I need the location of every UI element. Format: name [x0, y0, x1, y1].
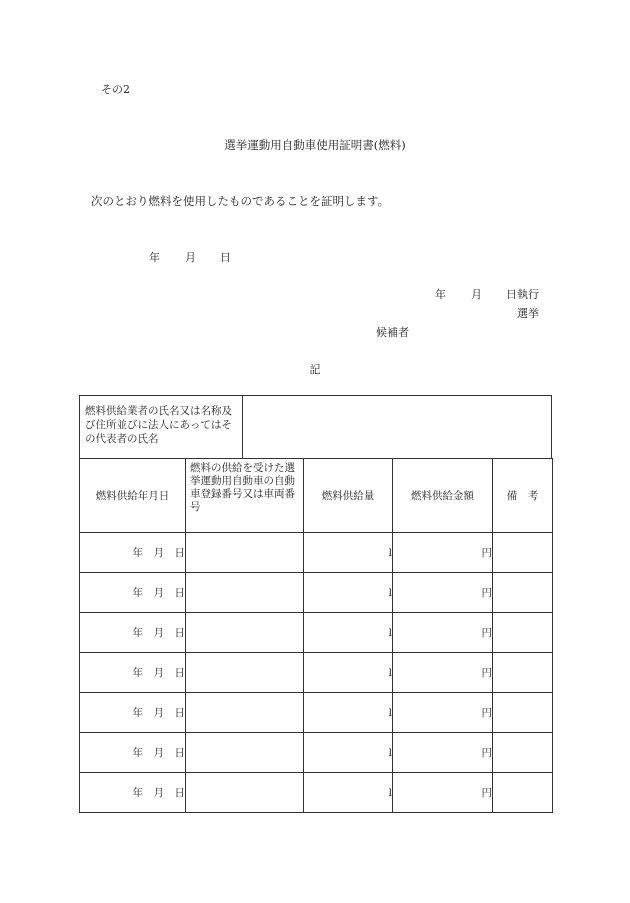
amount-cell[interactable]: 円 [393, 693, 493, 733]
table-row [80, 693, 553, 733]
supply-date-cell[interactable]: 年 月 日 [80, 693, 186, 733]
table-row [80, 613, 553, 653]
table-row [80, 533, 553, 573]
certification-statement: 次のとおり燃料を使用したものであることを証明します。 [91, 194, 390, 208]
column-header: 燃料供給年月日 [80, 459, 186, 533]
remarks-cell[interactable] [493, 533, 553, 573]
vehicle-number-cell[interactable] [186, 733, 304, 773]
column-header: 備 考 [493, 459, 553, 533]
issue-date-month: 月 [185, 251, 196, 264]
form-number: その2 [101, 83, 130, 96]
quantity-cell[interactable]: l [304, 613, 393, 653]
document-title: 選挙運動用自動車使用証明書(燃料) [224, 138, 406, 152]
vehicle-number-cell[interactable] [186, 653, 304, 693]
remarks-cell[interactable] [493, 573, 553, 613]
fuel-table [79, 458, 553, 813]
candidate-label: 候補者 [376, 326, 409, 339]
table-row [80, 773, 553, 813]
quantity-cell[interactable]: l [304, 693, 393, 733]
ki-heading: 記 [309, 363, 321, 376]
issue-date-year: 年 [149, 251, 160, 264]
column-header: 燃料供給金額 [393, 459, 493, 533]
remarks-cell[interactable] [493, 653, 553, 693]
vehicle-number-cell[interactable] [186, 533, 304, 573]
quantity-cell[interactable]: l [304, 773, 393, 813]
supply-date-cell[interactable]: 年 月 日 [80, 653, 186, 693]
table-header-row [80, 459, 553, 533]
supply-date-cell[interactable]: 年 月 日 [80, 733, 186, 773]
election-month: 月 [471, 288, 482, 301]
supply-date-cell[interactable]: 年 月 日 [80, 613, 186, 653]
quantity-cell[interactable]: l [304, 573, 393, 613]
election-year: 年 [435, 288, 446, 301]
quantity-cell[interactable]: l [304, 733, 393, 773]
vehicle-number-cell[interactable] [186, 773, 304, 813]
amount-cell[interactable]: 円 [393, 773, 493, 813]
supplier-info-box [79, 395, 552, 459]
amount-cell[interactable]: 円 [393, 653, 493, 693]
table-row [80, 733, 553, 773]
quantity-cell[interactable]: l [304, 533, 393, 573]
election-label: 選挙 [517, 307, 539, 320]
quantity-cell[interactable]: l [304, 653, 393, 693]
vehicle-number-cell[interactable] [186, 573, 304, 613]
remarks-cell[interactable] [493, 773, 553, 813]
vehicle-number-cell[interactable] [186, 693, 304, 733]
amount-cell[interactable]: 円 [393, 733, 493, 773]
remarks-cell[interactable] [493, 733, 553, 773]
supply-date-cell[interactable]: 年 月 日 [80, 533, 186, 573]
table-row [80, 653, 553, 693]
column-header: 燃料の供給を受けた選挙運動用自動車の自動車登録番号又は車両番号 [186, 459, 304, 533]
supplier-label: 燃料供給業者の氏名又は名称及び住所並びに法人にあってはその代表者の氏名 [80, 396, 243, 458]
vehicle-number-cell[interactable] [186, 613, 304, 653]
amount-cell[interactable]: 円 [393, 573, 493, 613]
remarks-cell[interactable] [493, 693, 553, 733]
column-header: 燃料供給量 [304, 459, 393, 533]
supply-date-cell[interactable]: 年 月 日 [80, 573, 186, 613]
amount-cell[interactable]: 円 [393, 533, 493, 573]
table-row [80, 573, 553, 613]
supply-date-cell[interactable]: 年 月 日 [80, 773, 186, 813]
remarks-cell[interactable] [493, 613, 553, 653]
election-day-executed: 日執行 [506, 288, 539, 301]
supplier-value-field[interactable] [243, 396, 551, 458]
issue-date-day: 日 [220, 251, 231, 264]
amount-cell[interactable]: 円 [393, 613, 493, 653]
